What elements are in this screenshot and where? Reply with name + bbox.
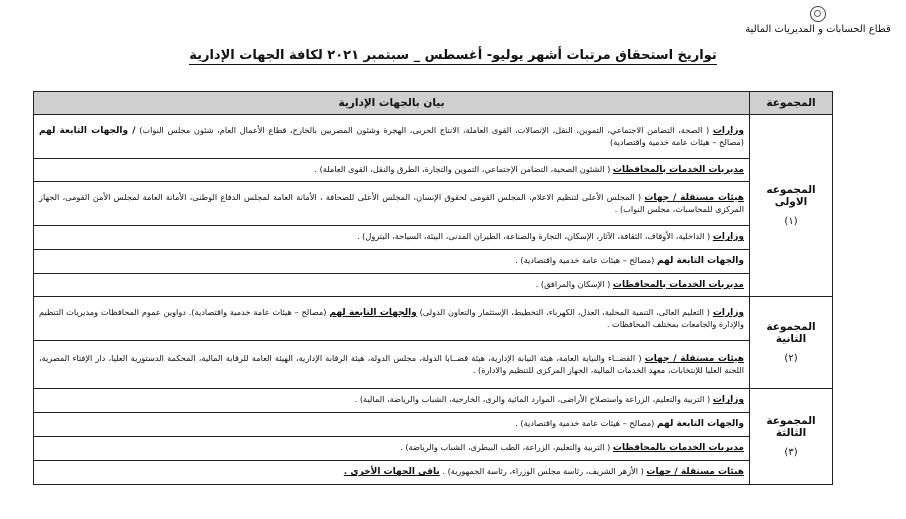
entry-cell — [34, 437, 750, 461]
entry-cell — [34, 182, 750, 226]
group-name: المجموعة الثانية — [766, 321, 816, 345]
entry-text: ( الأزهر الشريف، رئاسة مجلس الوزراء، رئاسة الجمهورية) . — [442, 466, 644, 477]
entry-text: ( الداخلية، الأوقاف، الثقافة، الآثار، الإسكان، التجارة والصناعة، الطيران المدنى، البيئة، السياحة، البترول) . — [356, 231, 711, 242]
document-title-text: تواريخ استحقاق مرتبات أشهر يوليو- أغسطس _ سبتمبر ٢٠٢١ لكافة الجهات الإدارية — [189, 48, 717, 63]
table-row — [34, 250, 833, 274]
group-number: (١) — [784, 216, 798, 227]
table-row — [34, 274, 833, 297]
entry-text-secondary: (مصالح – هيئات عامة خدمية واقتصادية). دواوين عموم المحافظات ومديريات التنظيم والإدارة والجامعات بمختلف المحافظات . — [39, 306, 744, 330]
group-cell — [750, 115, 833, 297]
sector-name: قطاع الحسابات و المديريات المالية — [745, 24, 891, 35]
group-cell — [750, 297, 833, 389]
entry-cell — [34, 389, 750, 413]
entry-cell — [34, 413, 750, 437]
entry-key: وزارات — [712, 125, 745, 136]
entry-cell — [34, 115, 750, 159]
entry-key: مديريات الخدمات بالمحافظات — [612, 443, 744, 454]
document-title — [0, 48, 906, 63]
entry-cell — [34, 341, 750, 389]
entry-cell — [34, 250, 750, 274]
entry-key: هيئات مستقلة / جهات — [646, 467, 744, 478]
entry-key: وزارات — [712, 395, 744, 406]
entry-key: والجهات التابعة لهم — [657, 256, 744, 267]
entry-key: والجهات التابعة لهم — [657, 419, 744, 430]
table-row — [34, 341, 833, 389]
entry-key: هيئات مستقلة / جهات — [644, 192, 744, 203]
entry-key-secondary: / والجهات التابعة لهم — [39, 125, 136, 136]
table-row — [34, 159, 833, 182]
entry-key: وزارات — [712, 307, 744, 318]
group-cell — [750, 389, 833, 485]
entry-key: هيئات مستقلة / جهات — [644, 353, 744, 364]
table-row — [34, 115, 833, 159]
header-group: المجموعة — [750, 92, 833, 115]
header-description: بيان بالجهات الإدارية — [34, 92, 750, 115]
group-number: (٢) — [784, 353, 798, 364]
entry-text: ( المجلس الأعلى لتنظيم الاعلام، المجلس القومى لحقوق الإنسان، المجلس الأعلى للصحافة ، الأمانة العامة لمجلس الدفاع الوطنى، الأمانة العامة لمجلس الأمن القومى، الجهاز المركزى للمحاسبات، مجلس النواب) . — [39, 191, 744, 215]
entry-key: مديريات الخدمات بالمحافظات — [612, 164, 744, 175]
entry-text: ( الشئون الصحية، التضامن الإجتماعي، التموين والتجارة، الطرق والنقل، القوى العاملة) . — [314, 163, 611, 174]
entry-text: (مصالح – هيئات عامة خدمية واقتصادية) . — [515, 418, 655, 429]
entry-key-secondary: والجهات التابعة لهم — [329, 307, 417, 318]
entry-text-secondary: (مصالح – هيئات عامة خدمية واقتصادية) — [610, 137, 744, 148]
table-row — [34, 413, 833, 437]
sector-header — [738, 6, 898, 35]
group-name: المجموعه الاولى — [766, 184, 816, 208]
entry-text: ( التربية والتعليم، الزراعة واستصلاح الأراضى، الموارد المائية والرى، الخارجية، الشباب والرياضة، المالية) . — [354, 394, 711, 405]
entry-text: ( القضــاء والنيابة العامة، هيئة النيابة الإدارية، هيئة قضــايا الدولة، مجلس الدولة، هيئة الرقابة الإدارية، الهيئة العامة للرقابة المالية، المحكمة الدستورية العليا، دار الإفتاء المصرية، اللجنة العليا للإنتخابات، معهد الخدمات المالية، الجهاز المركزى للتنظيم والادارة) . — [39, 352, 744, 376]
table-row — [34, 297, 833, 341]
table-header-row — [34, 92, 833, 115]
table-row — [34, 389, 833, 413]
entry-text: ( التعليم العالى، التنمية المحلية، العدل، الكهرباء، التخطيط، الإستثمار والتعاون الدولى) — [419, 306, 710, 317]
entry-text: ( الصحة، التضامن الاجتماعي، التموين، النقل، الإتصالات، القوى العاملة، الانتاج الحربى، الهجرة وشئون المصريين بالخارج، قطاع الأعمال العام، شئون مجلس النواب) — [139, 124, 710, 135]
schedule-table — [33, 91, 833, 485]
group-name: المجموعة الثالثة — [766, 415, 816, 439]
entry-text: ( التربية والتعليم، الزراعة، الطب البيطرى، الشباب والرياضة) . — [400, 442, 611, 453]
entry-cell — [34, 159, 750, 182]
table-row — [34, 461, 833, 485]
entry-key: وزارات — [712, 232, 744, 243]
table-row — [34, 182, 833, 226]
group-number: (٣) — [784, 447, 798, 458]
table-row — [34, 226, 833, 250]
entry-key-secondary: باقى الجهات الأخرى . — [343, 467, 440, 478]
entry-cell — [34, 297, 750, 341]
entry-text: (مصالح – هيئات عامة خدمية واقتصادية) . — [515, 255, 655, 266]
seal-icon — [810, 6, 826, 22]
table-row — [34, 437, 833, 461]
entry-cell — [34, 274, 750, 297]
entry-key: مديريات الخدمات بالمحافظات — [612, 279, 744, 290]
entry-cell — [34, 226, 750, 250]
entry-text: ( الإسكان والمرافق) . — [535, 278, 611, 289]
entry-cell — [34, 461, 750, 485]
